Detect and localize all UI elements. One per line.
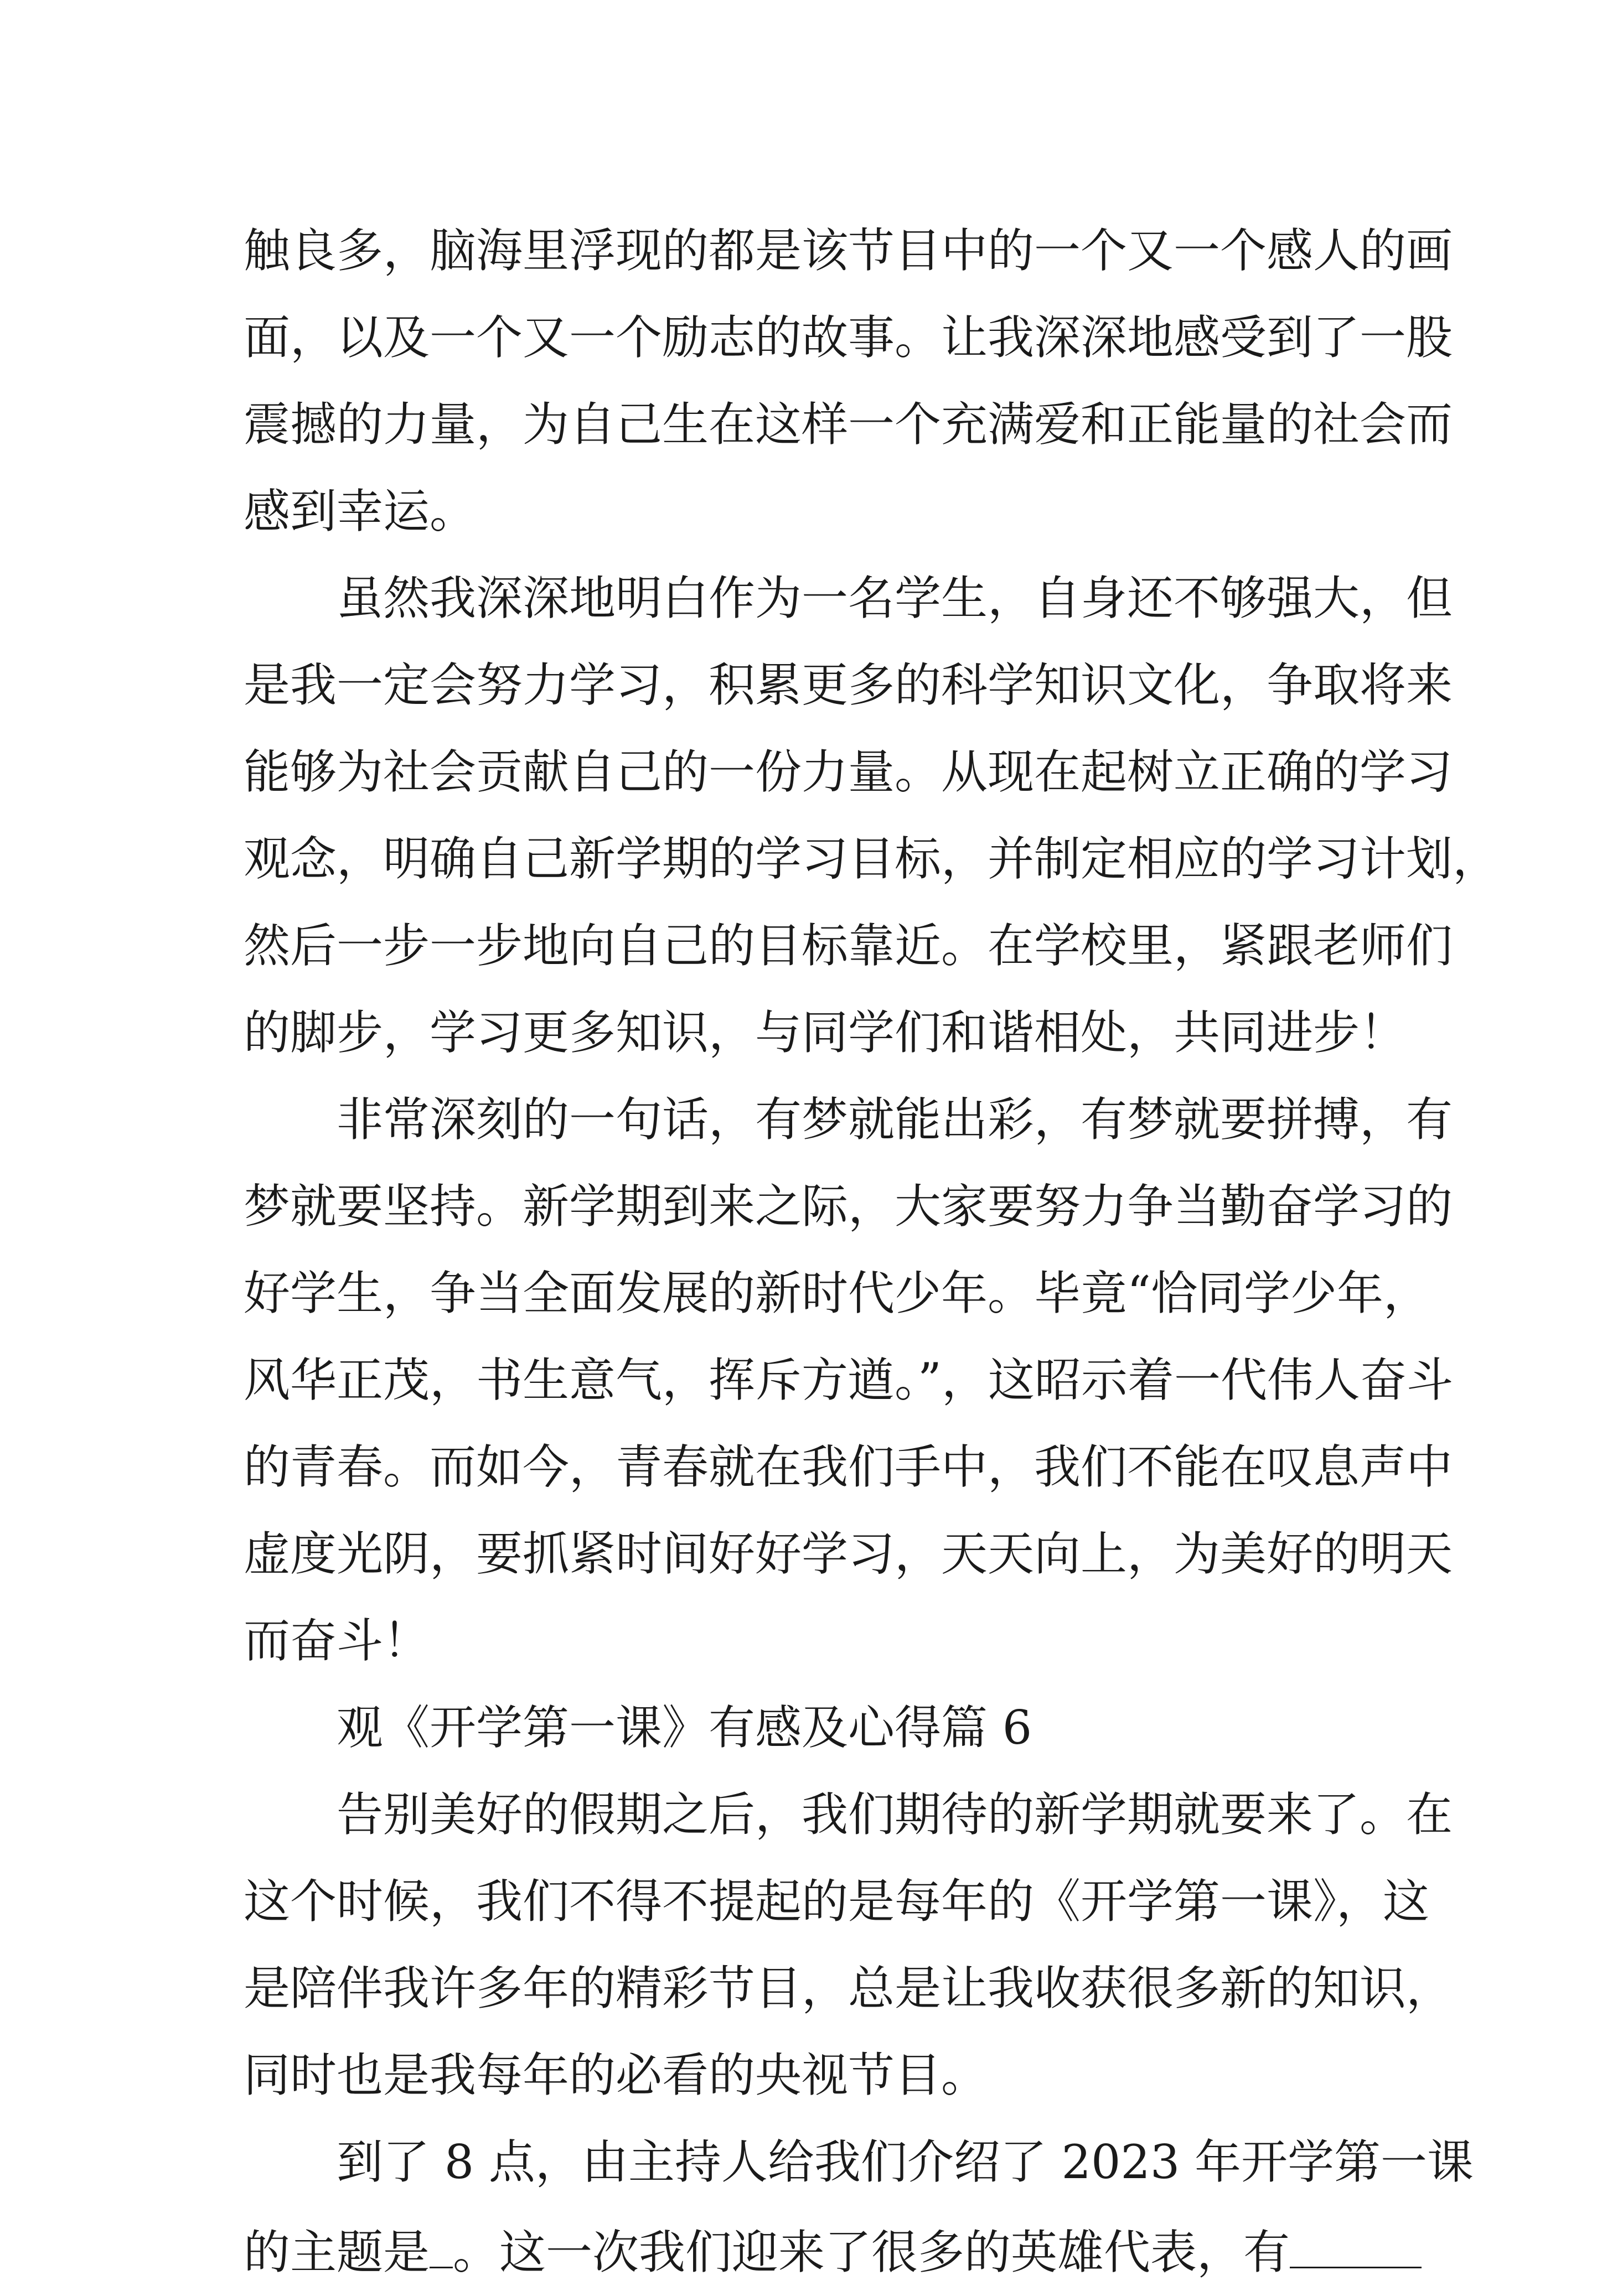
paragraph-line: 是我一定会努力学习，积累更多的科学知识文化，争取将来: [244, 658, 1453, 712]
paragraph-line: 观念，明确自己新学期的学习目标，并制定相应的学习计划，: [244, 832, 1500, 886]
paragraph-line: 同时也是我每年的必看的央视节目。: [244, 2048, 988, 2102]
paragraph-line: 是陪伴我许多年的精彩节目，总是让我收获很多新的知识，: [244, 1961, 1453, 2015]
paragraph-first-line: 非常深刻的一句话，有梦就能出彩，有梦就要拼搏，有: [337, 1092, 1453, 1147]
paragraph-line: 震撼的力量，为自己生在这样一个充满爱和正能量的社会而: [244, 397, 1453, 452]
line-segment: 的主题是: [244, 2225, 430, 2279]
paragraph-line: 而奋斗！: [244, 1614, 430, 1668]
fill-in-blank: [430, 2206, 453, 2268]
paragraph-line: 感到幸运。: [244, 484, 477, 538]
paragraph-first-line: 虽然我深深地明白作为一名学生，自身还不够强大，但: [337, 571, 1453, 625]
line-segment: 。这一次我们迎来了很多的英雄代表，有: [453, 2225, 1290, 2279]
paragraph-line: 面，以及一个又一个励志的故事。让我深深地感受到了一股: [244, 310, 1453, 365]
paragraph-line: 的青春。而如今，青春就在我们手中，我们不能在叹息声中: [244, 1440, 1453, 1494]
paragraph-first-line: 到了 8 点，由主持人给我们介绍了 2023 年开学第一课: [337, 2135, 1474, 2189]
paragraph-line: 的脚步，学习更多知识，与同学们和谐相处，共同进步！: [244, 1006, 1407, 1060]
paragraph-line: 然后一步一步地向自己的目标靠近。在学校里，紧跟老师们: [244, 919, 1453, 973]
paragraph-first-line: 告别美好的假期之后，我们期待的新学期就要来了。在: [337, 1787, 1453, 1842]
fill-in-blank: [1290, 2206, 1422, 2268]
paragraph-line: 好学生，争当全面发展的新时代少年。毕竟“恰同学少年，: [244, 1266, 1430, 1320]
section-heading: 观《开学第一课》有感及心得篇 6: [337, 1701, 1032, 1755]
document-body: [244, 208, 1500, 2293]
paragraph-line: 虚度光阴，要抓紧时间好好学习，天天向上，为美好的明天: [244, 1527, 1453, 1581]
paragraph-line: 风华正茂，书生意气，挥斥方遒。”，这昭示着一代伟人奋斗: [244, 1353, 1453, 1407]
paragraph-line: 这个时候，我们不得不提起的是每年的《开学第一课》，这: [244, 1874, 1430, 1929]
paragraph-line: 能够为社会贡献自己的一份力量。从现在起树立正确的学习: [244, 745, 1453, 799]
paragraph-line-with-blanks: [244, 2206, 1367, 2293]
paragraph-line: 触良多，脑海里浮现的都是该节目中的一个又一个感人的画: [244, 224, 1453, 278]
paragraph-line: 梦就要坚持。新学期到来之际，大家要努力争当勤奋学习的: [244, 1179, 1453, 1233]
